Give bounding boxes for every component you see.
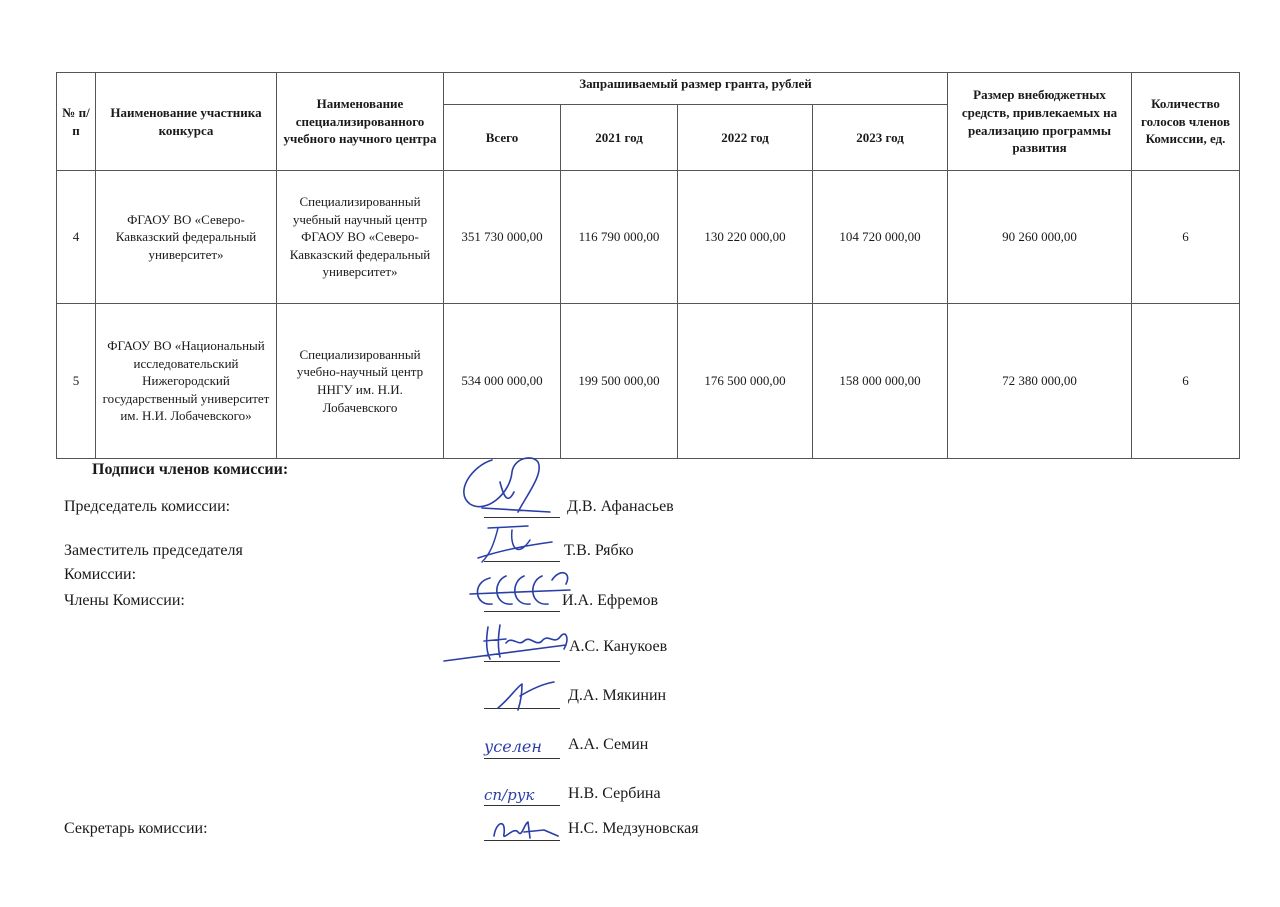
header-2021: 2021 год	[561, 105, 678, 171]
signature-afanasyev	[452, 452, 562, 522]
role-deputy-line2: Комиссии:	[64, 566, 137, 583]
header-extra-funds: Размер внебюджетных средств, привлекаемых на реализацию программы развития	[948, 73, 1132, 171]
header-participant: Наименование участника конкурса	[96, 73, 277, 171]
cell-2021: 116 790 000,00	[561, 171, 678, 304]
svg-text:сп/рук: сп/рук	[484, 786, 535, 804]
signature-efremov	[462, 560, 577, 615]
signature-serbina	[480, 778, 570, 812]
signatory-name: Д.А. Мякинин	[568, 687, 667, 704]
cell-total: 534 000 000,00	[444, 304, 561, 459]
header-center: Наименование специализированного учебного научного центра	[277, 73, 444, 171]
header-2022: 2022 год	[678, 105, 813, 171]
signatory-name: Т.В. Рябко	[564, 542, 634, 559]
signatory-name: И.А. Ефремов	[562, 592, 659, 609]
cell-2022: 176 500 000,00	[678, 304, 813, 459]
cell-2022: 130 220 000,00	[678, 171, 813, 304]
cell-num: 4	[57, 171, 96, 304]
cell-center: Специализированный учебно-научный центр ННГУ им. Н.И. Лобачевского	[277, 304, 444, 459]
cell-2021: 199 500 000,00	[561, 304, 678, 459]
cell-2023: 158 000 000,00	[813, 304, 948, 459]
cell-extra-funds: 90 260 000,00	[948, 171, 1132, 304]
cell-center: Специализированный учебный научный центр ФГАОУ ВО «Северо-Кавказский федеральный университет»	[277, 171, 444, 304]
cell-votes: 6	[1132, 171, 1240, 304]
signatory-name: А.А. Семин	[568, 736, 649, 753]
signatory-name: А.С. Канукоев	[569, 638, 668, 655]
role-deputy-line1: Заместитель председателя	[64, 542, 243, 559]
table-row	[57, 171, 1240, 304]
header-num: № п/п	[57, 73, 96, 171]
table-row	[57, 304, 1240, 459]
header-votes: Количество голосов членов Комиссии, ед.	[1132, 73, 1240, 171]
role-chairman: Председатель комиссии:	[64, 498, 231, 515]
role-members: Члены Комиссии:	[64, 592, 185, 609]
signatures-title: Подписи членов комиссии:	[92, 461, 289, 478]
signature-kanukoev	[440, 615, 575, 670]
cell-participant: ФГАОУ ВО «Национальный исследовательский Нижегородский государственный университет им. Н.И. Лобачевского»	[96, 304, 277, 459]
header-2023: 2023 год	[813, 105, 948, 171]
cell-participant: ФГАОУ ВО «Северо-Кавказский федеральный университет»	[96, 171, 277, 304]
signatory-name: Н.В. Сербина	[568, 785, 661, 802]
cell-votes: 6	[1132, 304, 1240, 459]
svg-text:уселен: уселен	[484, 737, 542, 756]
signature-myakinin	[490, 676, 560, 716]
cell-extra-funds: 72 380 000,00	[948, 304, 1132, 459]
signatory-name: Д.В. Афанасьев	[567, 498, 674, 515]
role-secretary: Секретарь комиссии:	[64, 820, 208, 837]
cell-num: 5	[57, 304, 96, 459]
grant-table	[56, 72, 1240, 459]
signatory-name: Н.С. Медзуновская	[568, 820, 699, 837]
cell-total: 351 730 000,00	[444, 171, 561, 304]
cell-2023: 104 720 000,00	[813, 171, 948, 304]
header-total: Всего	[444, 105, 561, 171]
signature-semin	[478, 730, 568, 764]
signature-medzunovskaya	[484, 812, 564, 846]
header-grant-group: Запрашиваемый размер гранта, рублей	[444, 73, 948, 105]
